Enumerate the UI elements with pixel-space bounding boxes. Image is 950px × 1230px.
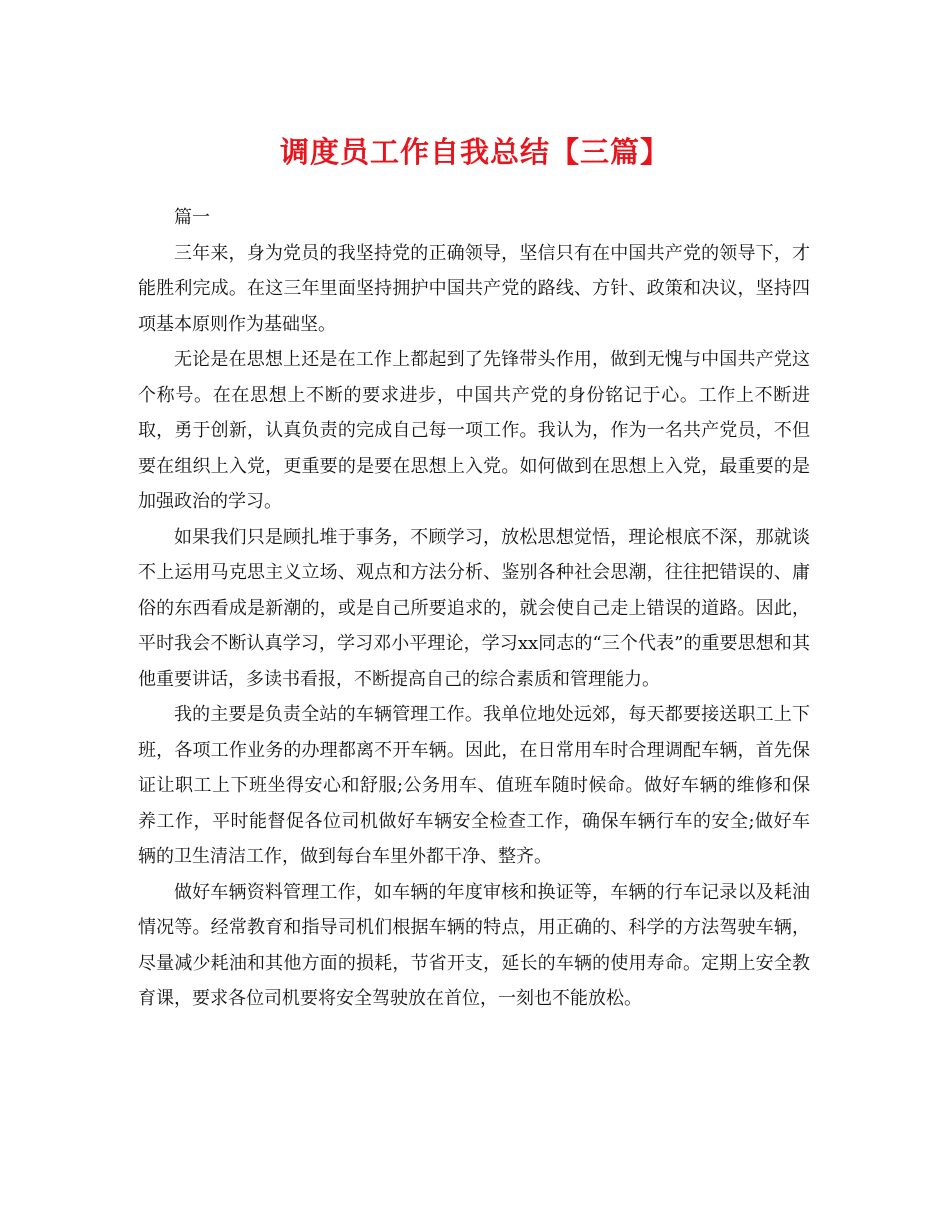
body-paragraph-5: 做好车辆资料管理工作，如车辆的年度审核和换证等，车辆的行车记录以及耗油情况等。经常教育和指导司机们根据车辆的特点，用正确的、科学的方法驾驶车辆，尽量减少耗油和其他方面的损耗，节省开支，延长的车辆的使用寿命。定期上安全教育课，要求各位司机要将安全驾驶放在首位，一刻也不能放松。 (138, 881, 810, 1009)
body-paragraph-1: 三年来，身为党员的我坚持党的正确领导，坚信只有在中国共产党的领导下，才能胜利完成。在这三年里面坚持拥护中国共产党的路线、方针、政策和决议，坚持四项基本原则作为基础坚。 (138, 242, 810, 335)
document-body (138, 200, 810, 1017)
section-label: 篇一 (174, 207, 210, 228)
document-title: 调度员工作自我总结【三篇】 (279, 135, 670, 169)
body-paragraph-3: 如果我们只是顾扎堆于事务，不顾学习，放松思想觉悟，理论根底不深，那就谈不上运用马克思主义立场、观点和方法分析、鉴别各种社会思潮，往往把错误的、庸俗的东西看成是新潮的，或是自己所要追求的，就会使自己走上错误的道路。因此，平时我会不断认真学习，学习邓小平理论，学习xx同志的“三个代表”的重要思想和其他重要讲话，多读书看报，不断提高自己的综合素质和管理能力。 (138, 526, 810, 690)
body-paragraph-4: 我的主要是负责全站的车辆管理工作。我单位地处远郊，每天都要接送职工上下班，各项工作业务的办理都离不开车辆。因此，在日常用车时合理调配车辆，首先保证让职工上下班坐得安心和舒服;公务用车、值班车随时候命。做好车辆的维修和保养工作，平时能督促各位司机做好车辆安全检查工作，确保车辆行车的安全;做好车辆的卫生清洁工作，做到每台车里外都干净、整齐。 (138, 704, 810, 867)
body-paragraph-2: 无论是在思想上还是在工作上都起到了先锋带头作用，做到无愧与中国共产党这个称号。在在思想上不断的要求进步，中国共产党的身份铭记于心。工作上不断进取，勇于创新，认真负责的完成自己每一项工作。我认为，作为一名共产党员，不但要在组织上入党，更重要的是要在思想上入党。如何做到在思想上入党，最重要的是加强政治的学习。 (138, 349, 810, 512)
